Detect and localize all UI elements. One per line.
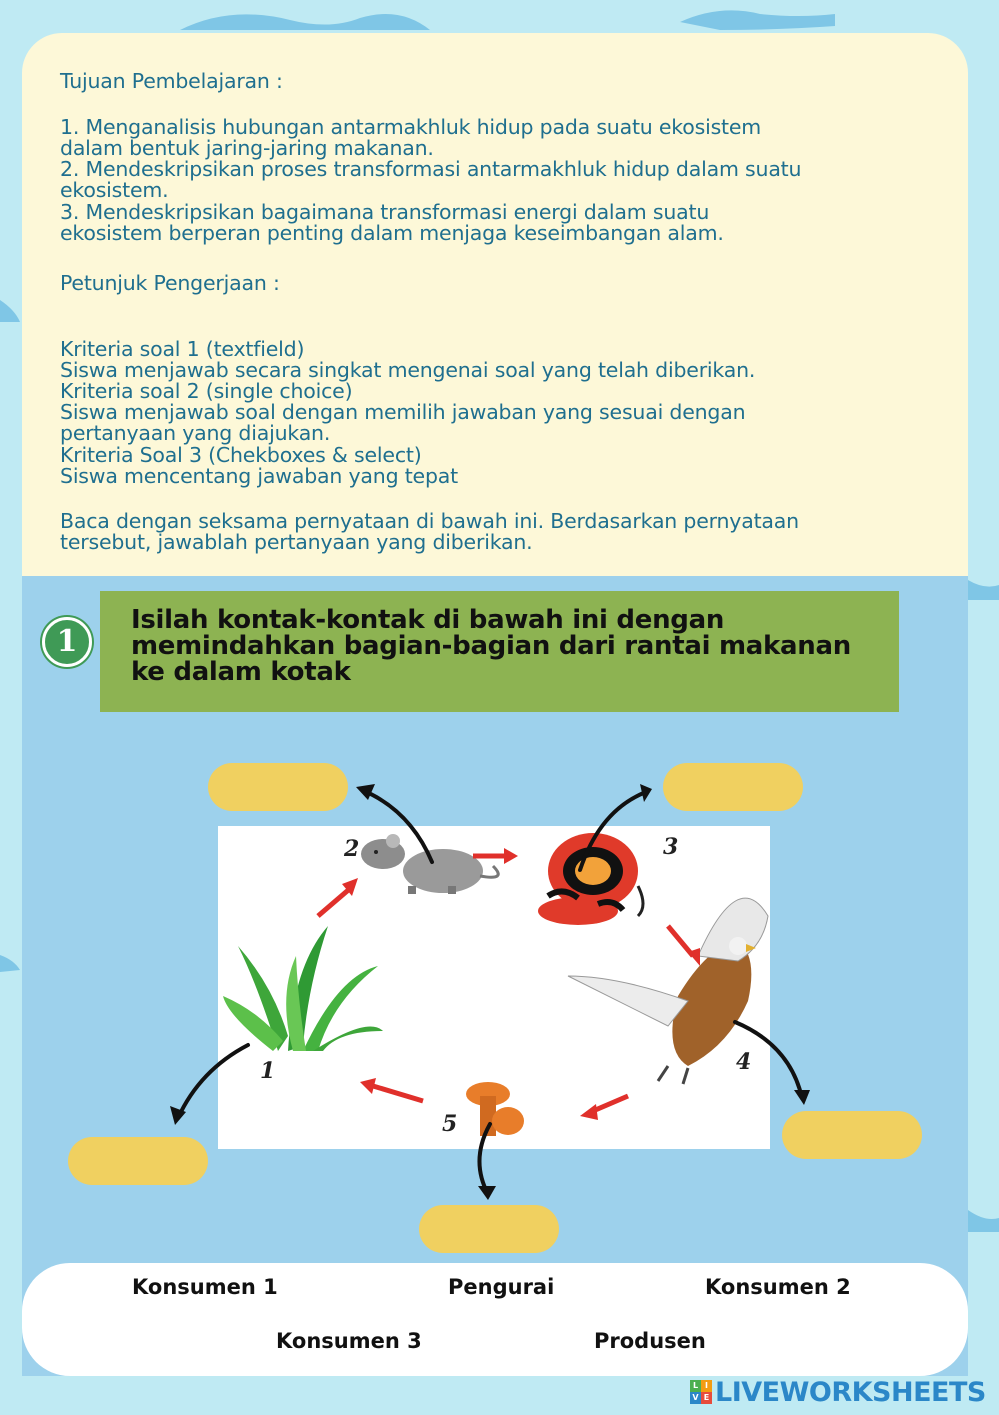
organism-label: 4 xyxy=(736,1049,752,1075)
objectives-panel xyxy=(22,33,968,576)
food-chain-diagram xyxy=(218,826,770,1149)
objective-item: 1. Menganalisis hubungan antarmakhluk hidup pada suatu ekosistem dalam bentuk jaring-jaring makanan. xyxy=(60,115,762,160)
reading-note: Baca dengan seksama pernyataan di bawah ini. Berdasarkan pernyataan tersebut, jawablah pertanyaan yang diberikan. xyxy=(60,509,799,554)
option-konsumen-1[interactable]: Konsumen 1 xyxy=(132,1275,278,1299)
answer-slot-eagle[interactable] xyxy=(782,1111,922,1159)
options-bank xyxy=(22,1263,968,1376)
flow-arrow-head xyxy=(580,1104,598,1120)
criteria-item: Kriteria soal 2 (single choice) xyxy=(60,379,353,403)
option-konsumen-3[interactable]: Konsumen 3 xyxy=(276,1329,422,1353)
criteria-item: Siswa mencentang jawaban yang tepat xyxy=(60,464,458,488)
liveworksheets-wordmark: LIVEWORKSHEETS xyxy=(715,1376,986,1408)
flow-arrow xyxy=(593,1096,628,1111)
option-produsen[interactable]: Produsen xyxy=(594,1329,706,1353)
organism-label: 5 xyxy=(442,1111,458,1137)
flow-arrow xyxy=(373,1086,423,1101)
mushroom-icon xyxy=(466,1082,524,1136)
snake-icon xyxy=(538,833,643,925)
criteria-item: Siswa menjawab soal dengan memilih jawaban yang sesuai dengan pertanyaan yang diajukan. xyxy=(60,400,746,445)
answer-slot-mouse[interactable] xyxy=(208,763,348,811)
grass-icon xyxy=(223,926,383,1051)
liveworksheets-logo: L I V E xyxy=(690,1380,712,1404)
question-instruction: Isilah kontak-kontak di bawah ini dengan memindahkan bagian-bagian dari rantai makanan ke dalam kotak xyxy=(131,605,851,687)
organism-label: 3 xyxy=(663,834,679,860)
option-konsumen-2[interactable]: Konsumen 2 xyxy=(705,1275,851,1299)
criteria-item: Kriteria Soal 3 (Chekboxes & select) xyxy=(60,443,422,467)
question-number-badge: 1 xyxy=(42,617,92,667)
mouse-icon xyxy=(361,834,498,894)
instructions-heading: Petunjuk Pengerjaan : xyxy=(60,271,280,295)
answer-slot-mushroom[interactable] xyxy=(419,1205,559,1253)
objectives-heading: Tujuan Pembelajaran : xyxy=(60,69,283,93)
question-instruction-box xyxy=(100,591,899,712)
answer-slot-snake[interactable] xyxy=(663,763,803,811)
criteria-item: Siswa menjawab secara singkat mengenai soal yang telah diberikan. xyxy=(60,358,756,382)
answer-slot-grass[interactable] xyxy=(68,1137,208,1185)
liveworksheets-brand[interactable] xyxy=(690,1375,986,1409)
criteria-item: Kriteria soal 1 (textfield) xyxy=(60,337,305,361)
option-pengurai[interactable]: Pengurai xyxy=(448,1275,555,1299)
flow-arrow-head xyxy=(360,1078,376,1094)
food-chain-illustration xyxy=(218,826,770,1149)
organism-label: 1 xyxy=(260,1058,276,1084)
flow-arrow-head xyxy=(504,848,518,864)
objective-item: 2. Mendeskripsikan proses transformasi antarmakhluk hidup dalam suatu ekosistem. xyxy=(60,157,802,202)
organism-label: 2 xyxy=(344,836,360,862)
objective-item: 3. Mendeskripsikan bagaimana transformasi energi dalam suatu ekosistem berperan penting dalam menjaga keseimbangan alam. xyxy=(60,200,724,245)
flow-arrow xyxy=(668,926,693,956)
